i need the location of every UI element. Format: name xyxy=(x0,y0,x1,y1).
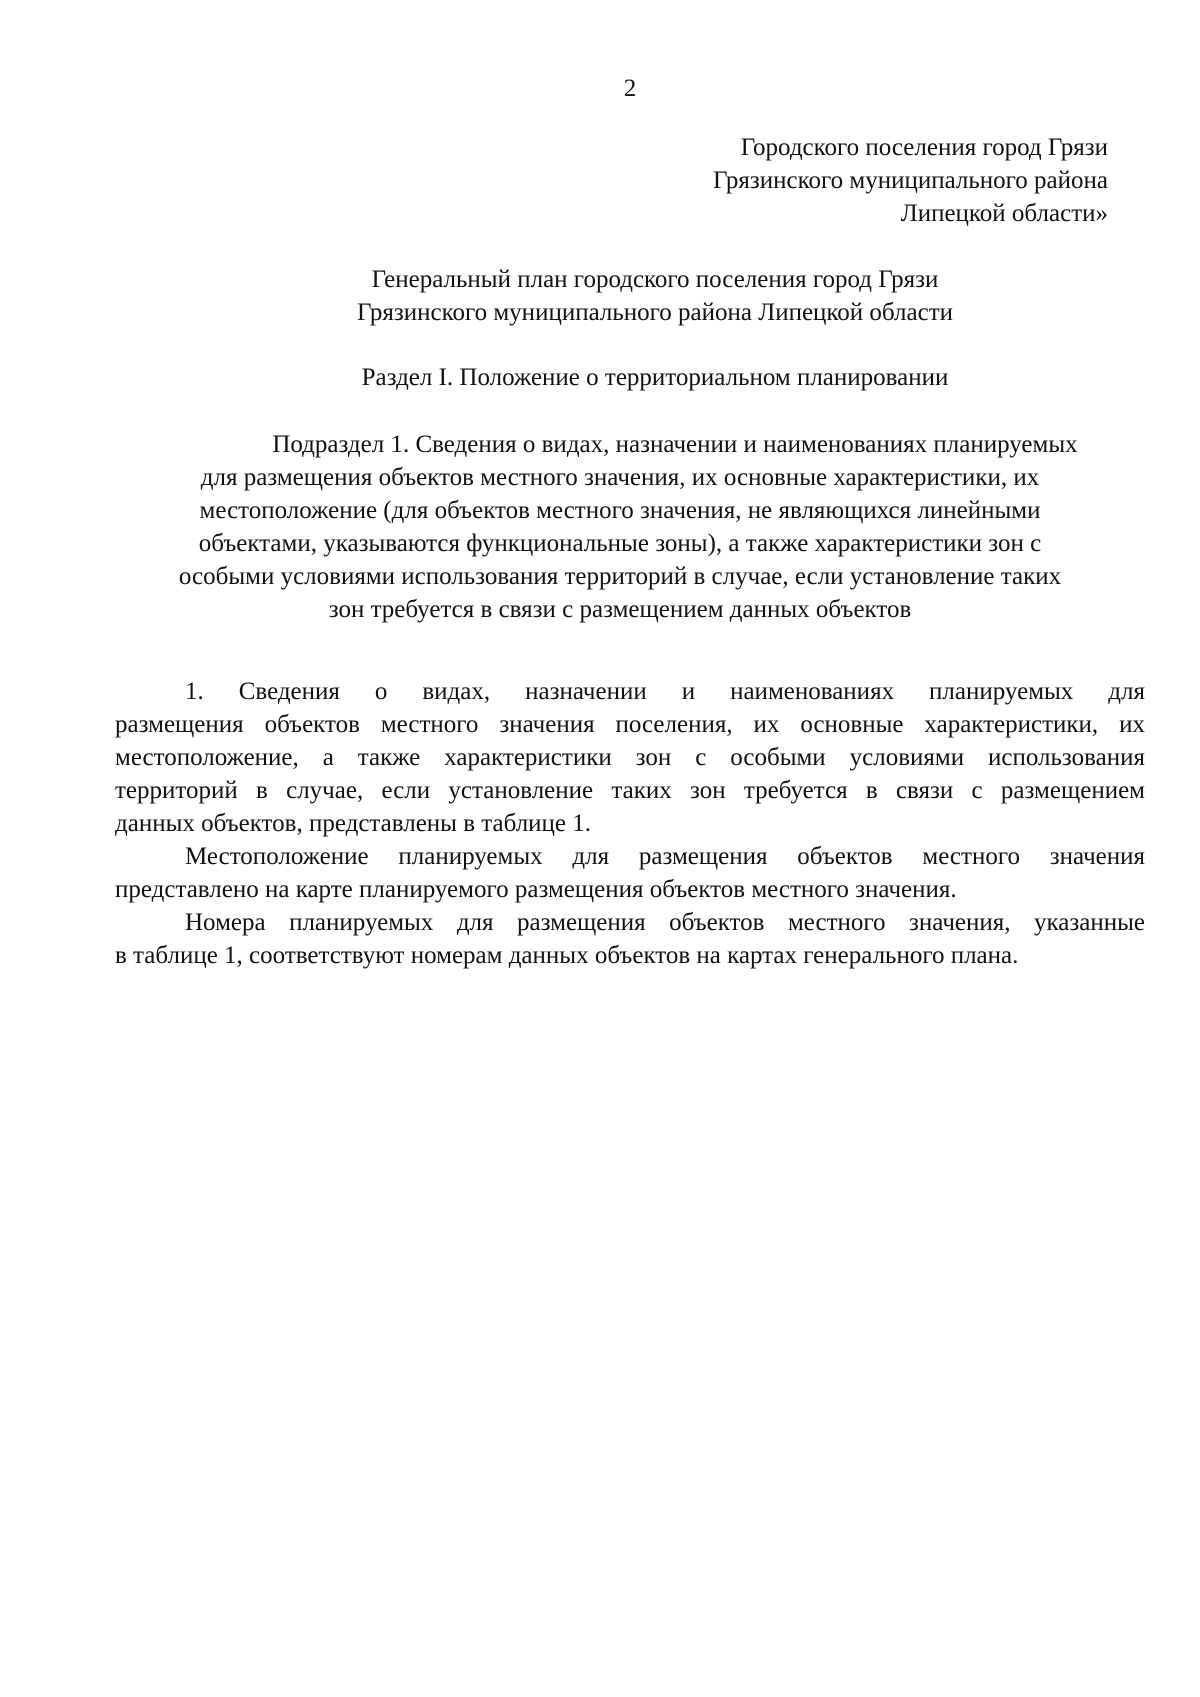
paragraph-line: Номера планируемых для размещения объектов местного значения, указанные xyxy=(185,909,1145,936)
paragraph-line: представлено на карте планируемого размещения объектов местного значения. xyxy=(115,876,957,903)
paragraph-2 xyxy=(115,840,1145,906)
subsection-line: Подраздел 1. Сведения о видах, назначении и наименованиях планируемых xyxy=(272,431,1078,458)
paragraph-3 xyxy=(115,906,1145,972)
paragraph-line: 1. Сведения о видах, назначении и наименованиях планируемых для xyxy=(185,678,1145,705)
subsection-line: зон требуется в связи с размещением данных объектов xyxy=(328,596,912,623)
subsection-line: местоположение (для объектов местного значения, не являющихся линейными xyxy=(199,497,1041,524)
title-line: Грязинского муниципального района Липецкой области xyxy=(357,299,953,326)
subsection-line: особыми условиями использования территорий в случае, если установление таких xyxy=(178,563,1062,590)
subsection-line: для размещения объектов местного значения, их основные характеристики, их xyxy=(200,464,1040,491)
paragraph-1 xyxy=(115,675,1145,840)
page-number: 2 xyxy=(623,75,637,102)
paragraph-line: местоположение, а также характеристики зон с особыми условиями использования xyxy=(115,744,1145,771)
document-header xyxy=(713,131,1108,230)
subsection-line: объектами, указываются функциональные зоны), а также характеристики зон с xyxy=(198,530,1042,557)
section-title: Раздел I. Положение о территориальном планировании xyxy=(361,364,949,391)
paragraph-line: Местоположение планируемых для размещения объектов местного значения xyxy=(185,843,1145,870)
header-line: Грязинского муниципального района xyxy=(713,167,1108,194)
paragraph-line: в таблице 1, соответствуют номерам данных объектов на картах генерального плана. xyxy=(115,942,1019,969)
document-title xyxy=(250,263,1060,329)
header-line: Городского поселения город Грязи xyxy=(740,134,1108,161)
header-line: Липецкой области» xyxy=(900,200,1108,227)
paragraph-line: данных объектов, представлены в таблице 1. xyxy=(115,810,592,837)
paragraph-line: размещения объектов местного значения поселения, их основные характеристики, их xyxy=(115,711,1145,738)
paragraph-line: территорий в случае, если установление таких зон требуется в связи с размещением xyxy=(115,777,1145,804)
title-line: Генеральный план городского поселения город Грязи xyxy=(371,266,939,293)
subsection-title xyxy=(125,428,1115,626)
body-text xyxy=(115,675,1145,972)
